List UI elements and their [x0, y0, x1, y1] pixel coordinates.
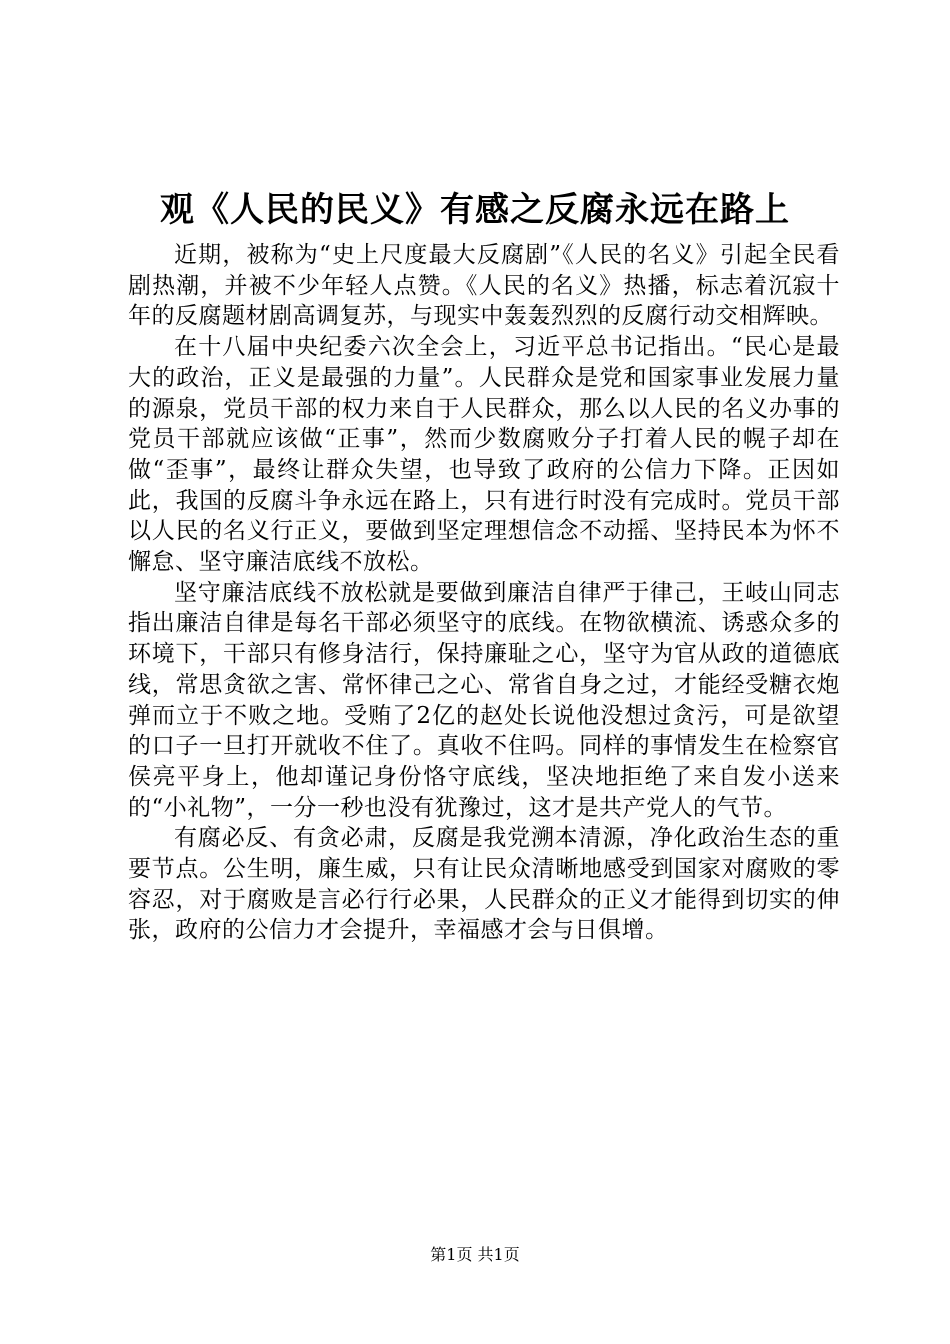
paragraph-3: 坚守廉洁底线不放松就是要做到廉洁自律严于律己，王岐山同志指出廉洁自律是每名干部必须坚守的底线。在物欲横流、诱惑众多的环境下，干部只有修身洁行，保持廉耻之心，坚守为官从政的道德底线，常思贪欲之害、常怀律己之心、常省自身之过，才能经受糖衣炮弹而立于不败之地。受贿了2亿的赵处长说他没想过贪污，可是欲望的口子一旦打开就收不住了。真收不住吗。同样的事情发生在检察官侯亮平身上，他却谨记身份恪守底线，坚决地拒绝了来自发小送来的“小礼物”，一分一秒也没有犹豫过，这才是共产党人的气节。: [128, 579, 840, 821]
paragraph-4: 有腐必反、有贪必肃，反腐是我党溯本清源，净化政治生态的重要节点。公生明，廉生威，只有让民众清晰地感受到国家对腐败的零容忍，对于腐败是言必行行必果，人民群众的正义才能得到切实的伸张，政府的公信力才会提升，幸福感才会与日俱增。: [128, 825, 840, 944]
page-footer: 第1页 共1页: [430, 1245, 520, 1264]
document-title: 观《人民的民义》有感之反腐永远在路上: [160, 190, 790, 230]
paragraph-2: 在十八届中央纪委六次全会上，习近平总书记指出。“民心是最大的政治，正义是最强的力量”。人民群众是党和国家事业发展力量的源泉，党员干部的权力来自于人民群众，那么以人民的名义办事的党员干部就应该做“正事”，然而少数腐败分子打着人民的幌子却在做“歪事”，最终让群众失望，也导致了政府的公信力下降。正因如此，我国的反腐斗争永远在路上，只有进行时没有完成时。党员干部以人民的名义行正义，要做到坚定理想信念不动摇、坚持民本为怀不懈怠、坚守廉洁底线不放松。: [128, 334, 840, 576]
document-body: [128, 240, 840, 946]
paragraph-1: 近期，被称为“史上尺度最大反腐剧”《人民的名义》引起全民看剧热潮，并被不少年轻人点赞。《人民的名义》热播，标志着沉寂十年的反腐题材剧高调复苏，与现实中轰轰烈烈的反腐行动交相辉映。: [128, 242, 840, 330]
